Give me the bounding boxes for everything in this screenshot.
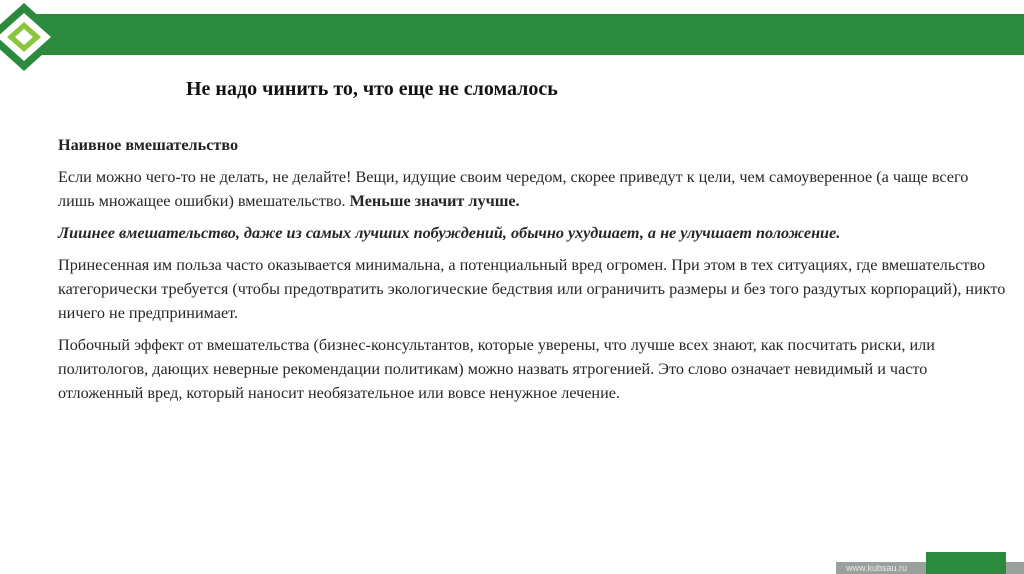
paragraph-key-statement: Лишнее вмешательство, даже из самых лучших побуждений, обычно ухудшает, а не улучшает положение. bbox=[58, 224, 841, 242]
paragraph-intro bbox=[58, 165, 1008, 213]
paragraph-intro-text: Если можно чего-то не делать, не делайте! Вещи, идущие своим чередом, скорее приведут к цели, чем самоуверенное (а чаще всего лишь множащее ошибки) вмешательство. bbox=[58, 168, 969, 210]
paragraph-intro-emphasis: Меньше значит лучше. bbox=[349, 192, 520, 210]
footer-url: www.kubsau.ru bbox=[846, 563, 908, 573]
header-green-bar bbox=[30, 14, 1024, 55]
paragraph-benefit-harm: Принесенная им польза часто оказывается минимальна, а потенциальный вред огромен. При этом в тех ситуациях, где вмешательство категорически требуется (чтобы предотвратить экологические бедствия или ограничить размеры и без того раздутых корпораций), никто ничего не предпринимает. bbox=[58, 256, 1006, 322]
section-heading: Наивное вмешательство bbox=[58, 136, 239, 154]
slide-content bbox=[58, 133, 1008, 413]
footer-green-block bbox=[926, 552, 1006, 574]
slide-title: Не надо чинить то, что еще не сломалось bbox=[186, 78, 558, 100]
diamond-logo-icon bbox=[0, 0, 64, 74]
paragraph-iatrogenics: Побочный эффект от вмешательства (бизнес-консультантов, которые уверены, что лучше всех знают, как посчитать риски, или политологов, дающих неверные рекомендации политикам) можно назвать ятрогенией. Это слово означает невидимый и часто отложенный вред, который наносит необязательное или вовсе ненужное лечение. bbox=[58, 336, 935, 402]
